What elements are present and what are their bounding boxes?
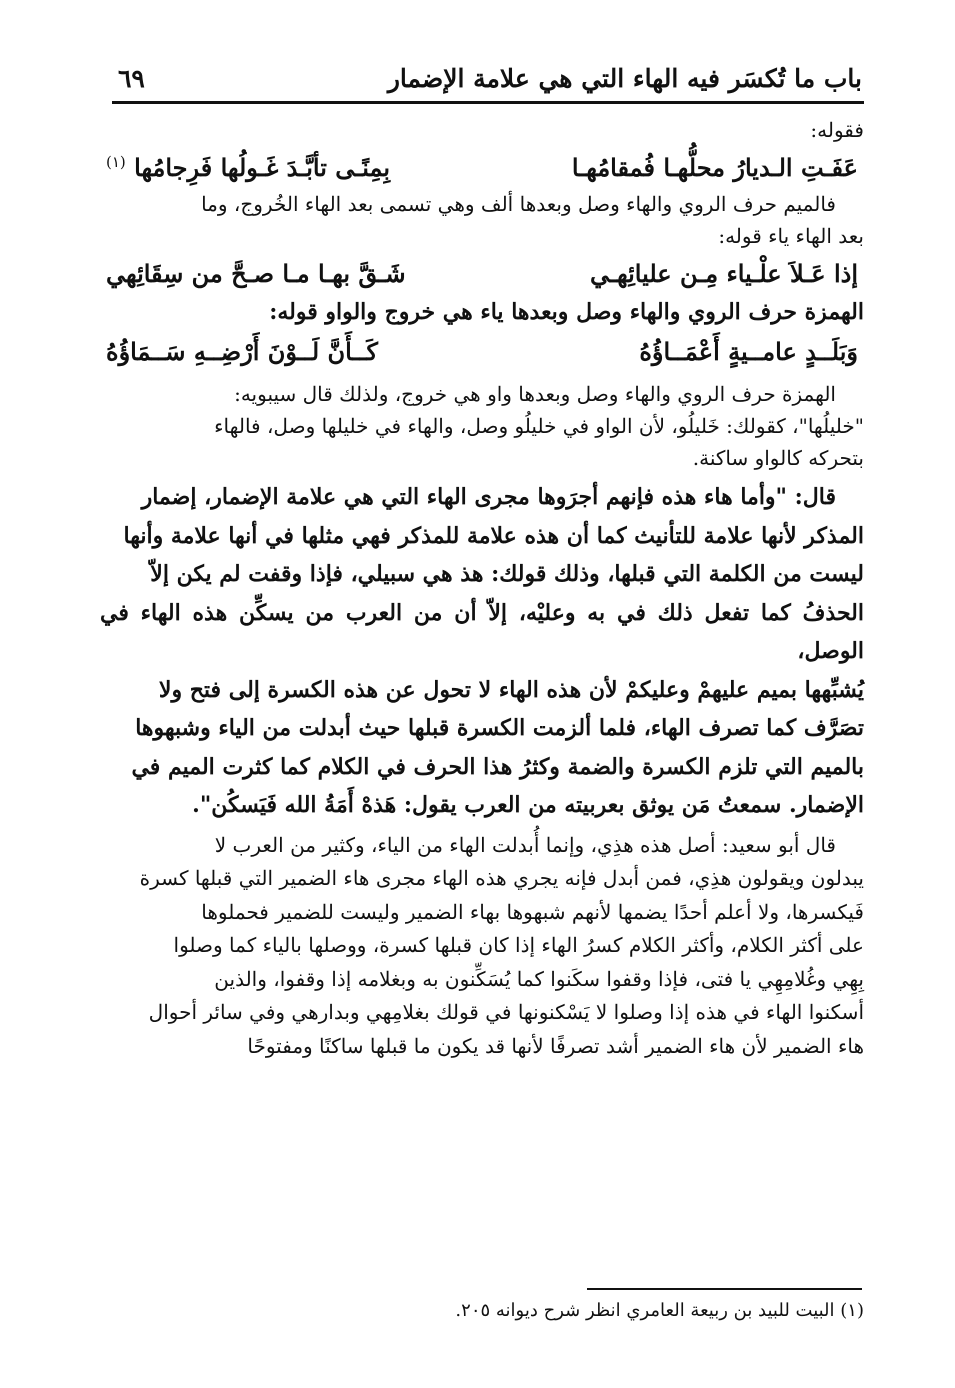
verse-2 [100, 252, 864, 294]
verse-1 [100, 146, 864, 188]
text-line: قال: "وأما هاء هذه فإنهم أجرَوها مجرى الهاء التي هي علامة الإضمار، إضمار [141, 484, 836, 510]
footnote-marker: (١) [106, 152, 126, 171]
text-line: "خليلُها"، كقولك: خَليلُو، لأن الواو في خليلُو وصل، والهاء في خليلها وصل، فالهاء [214, 414, 864, 438]
page-body [100, 114, 864, 1063]
text-line: بالميم التي تلزم الكسرة والضمة وكثرُ هذا الحرف في الكلام كما كثرت الميم في [131, 753, 864, 780]
verse-2-second-hemistich: شَـقَّ بهـا مـا صـحَّ من سِقَائِهي [106, 258, 406, 288]
text-line: الهمزة حرف الروي والهاء وصل وبعدها ياء هي خروج والواو قوله: [269, 299, 864, 325]
text-line: فَيكسرها، ولا أعلم أحدًا يضمها لأنهم شبهوها بهاء الضمير وليست للضمير فحملوها [201, 899, 864, 924]
verse-3 [100, 330, 864, 372]
page-number: ٦٩ [118, 63, 145, 93]
text-line: فالميم حرف الروي والهاء وصل وبعدها ألف وهي تسمى بعد الهاء الخُروج، وما [201, 192, 836, 216]
text-line: ليست من الكلمة التي قبلها، وذلك قولك: هذ هي سبيلي، فإذا وقفت لم يكن إلاّ [150, 561, 864, 587]
text-line: هاء الضمير لأن هاء الضمير أشد تصرفًا لأنها قد يكون ما قبلها ساكنًا ومفتوحًا [247, 1033, 864, 1058]
footnote: (١) البيت للبيد بن ربيعة العامري انظر شرح ديوانه ٢٠٥. [455, 1300, 864, 1321]
footnote-rule [587, 1288, 862, 1290]
text-line: على أكثر الكلام، وأكثر الكلام كسرُ الهاء إذا كان قبلها كسرة، ووصلها بالياء كما وصلوا [173, 933, 864, 957]
intro-line: فقوله: [810, 118, 864, 142]
chapter-title: باب ما تُكسَر فيه الهاء التي هي علامة الإضمار [387, 63, 862, 93]
text-line: يُشبِّهها بميم عليهمْ وعليكمْ لأن هذه الهاء لا تحول عن هذه الكسرة إلى فتح ولا [158, 676, 864, 703]
text-line: بتحركه كالواو ساكنة. [692, 446, 864, 470]
text-line: بعد الهاء ياء قوله: [718, 224, 864, 248]
text-line: قال أبو سعيد: أصل هذه هذِي، وإنما أُبدلت الهاء من الياء، وكثير من العرب لا [214, 832, 836, 857]
quoted-paragraph [100, 478, 864, 825]
commentary-paragraph [100, 829, 864, 1064]
text-line: تصَرَّف كما تصرف الهاء، فلما ألزمت الكسرة قبلها حيث أبدلت من الياء وشبهوها [135, 715, 864, 741]
text-line: الإضمار. سمعتُ مَن يوثق بعربيته من العرب يقول: هَذهْ أَمَةُ الله فَيَسكُن". [192, 792, 864, 818]
text-line: أسكنوا الهاء في هذه إذا وصلوا لا يَسْكنونها في قولك بغلامِهي وبدارهي وفي سائر أحوال [148, 1000, 864, 1024]
verse-1-first-hemistich: عَفَـتِ الـديارُ محلُّهـا فُمقامُهـا [571, 152, 858, 182]
verse-2-first-hemistich: إذا عَـلاَ علْـياء مِـن عليائِهـي [589, 258, 858, 288]
text-line: المذكر لأنها علامة للتأنيث كما أن هذه علامة للمذكر فهي مثلها في أنها علامة وأنها [123, 522, 864, 549]
header-rule [112, 101, 864, 104]
text-line: بِهِي وغُلامِهِي يا فتى، فإذا وقفوا سكَنوا كما يُسَكِّنون به وبغلامه إذا وقفوا، والذين [214, 966, 864, 991]
running-header [118, 58, 862, 98]
text-line: الهمزة حرف الروي والهاء وصل وبعدها واو هي خروج، ولذلك قال سيبويه: [234, 382, 836, 406]
verse-3-second-hemistich: كَــأَنَّ لَــوْنَ أَرْضِــهِ سَــمَاؤُهُ [106, 336, 378, 366]
verse-1-second-hemistich: بِمِنًـى تأبَّـدَ غَـولُها فَرِجامُها $^{(١)}$ [106, 152, 391, 182]
verse-3-first-hemistich: وَبَلَــدٍ عامــيةٍ أَعْمَــاؤُهُ [639, 336, 858, 366]
text-line: الحذفُ كما تفعل ذلك في به وعليْه، إلاّ أن من العرب من يسكِّن هذه الهاء في الوصل، [100, 599, 864, 664]
commentary-block [100, 378, 864, 474]
text-line: يبدلون ويقولون هذِي، فمن أبدل فإنه يجري هذه الهاء مجرى هاء الضمير التي قبلها كسرة [139, 866, 864, 890]
